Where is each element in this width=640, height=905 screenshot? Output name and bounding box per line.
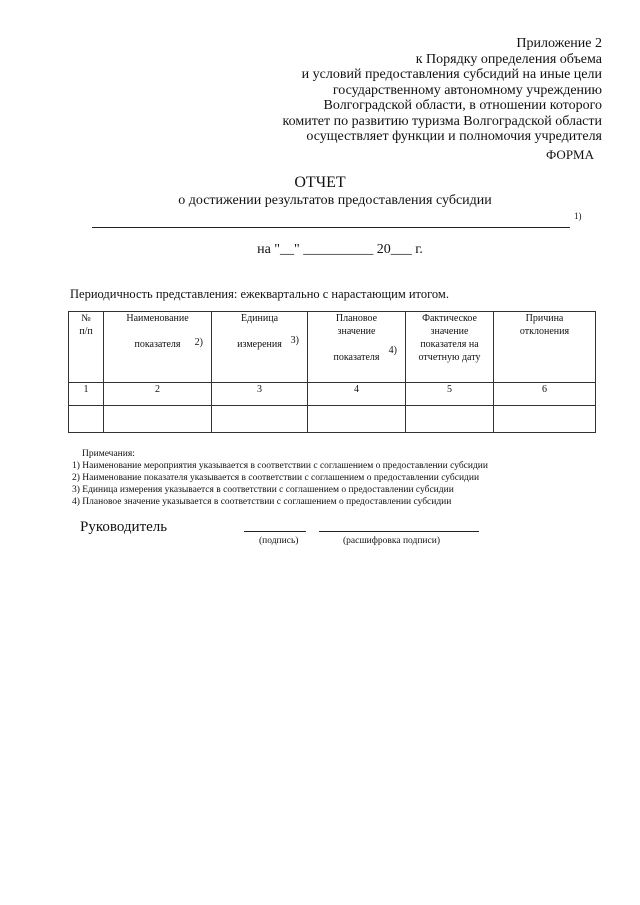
column-number: 1 <box>69 382 104 406</box>
table-cell <box>494 406 596 433</box>
footnote-mark: 2) <box>194 337 203 348</box>
report-date: на "__" __________ 20___ г. <box>257 242 423 257</box>
appendix-line: государственному автономному учреждению <box>332 82 602 98</box>
periodicity-text: Периодичность представления: ежеквартально с нарастающим итогом. <box>70 287 449 301</box>
header-number: № п/п <box>69 312 104 383</box>
header-planned-value: Плановое значение показателя 4) <box>308 312 406 383</box>
column-number: 6 <box>494 382 596 406</box>
footnote-mark: 3) <box>290 335 299 346</box>
table-number-row <box>69 382 596 406</box>
signature-caption: (подпись) <box>259 536 299 546</box>
header-actual-value: Фактическое значение показателя на отчетную дату <box>406 312 494 383</box>
note-item: 3) Единица измерения указывается в соответствии с соглашением о предоставлении субсидии <box>72 485 454 495</box>
table-empty-row <box>69 406 596 433</box>
appendix-line: осуществляет функции и полномочия учредителя <box>306 129 602 144</box>
notes-section <box>72 448 488 508</box>
header-indicator-name: Наименование показателя 2) <box>104 312 212 383</box>
appendix-line: Волгоградской области, в отношении которого <box>323 98 602 113</box>
column-number: 4 <box>308 382 406 406</box>
notes-heading: Примечания: <box>82 449 135 459</box>
form-label: ФОРМА <box>546 147 594 162</box>
note-item: 4) Плановое значение указывается в соответствии с соглашением о предоставлении субсидии <box>72 497 452 507</box>
table-cell <box>308 406 406 433</box>
report-table <box>68 311 596 433</box>
column-number: 2 <box>104 382 212 406</box>
header-unit: Единица измерения 3) <box>212 312 308 383</box>
column-number: 5 <box>406 382 494 406</box>
appendix-header <box>182 36 602 145</box>
table-header-row <box>69 312 596 383</box>
note-item: 2) Наименование показателя указывается в соответствии с соглашением о предоставлении субсидии <box>72 473 480 483</box>
table-cell <box>69 406 104 433</box>
column-number: 3 <box>212 382 308 406</box>
appendix-line: и условий предоставления субсидий на иные цели <box>301 67 602 82</box>
appendix-line: комитет по развитию туризма Волгоградской области <box>282 113 602 129</box>
note-item: 1) Наименование мероприятия указывается в соответствии с соглашением о предоставлении субсидии <box>72 461 488 471</box>
table-cell <box>104 406 212 433</box>
table-cell <box>212 406 308 433</box>
signature-decode-line <box>319 531 479 532</box>
subsidy-name-footnote: 1) <box>574 211 582 221</box>
report-title: ОТЧЕТ <box>294 174 346 191</box>
signature-decode-caption: (расшифровка подписи) <box>343 536 440 546</box>
footnote-mark: 4) <box>388 345 397 356</box>
signature-line <box>244 531 306 532</box>
table-cell <box>406 406 494 433</box>
subsidy-name-line <box>92 227 570 228</box>
appendix-line: Приложение 2 <box>516 36 602 51</box>
report-subtitle: о достижении результатов предоставления субсидии <box>178 193 492 208</box>
appendix-line: к Порядку определения объема <box>415 51 602 67</box>
header-deviation-reason: Причина отклонения <box>494 312 596 383</box>
director-label: Руководитель <box>80 519 168 535</box>
